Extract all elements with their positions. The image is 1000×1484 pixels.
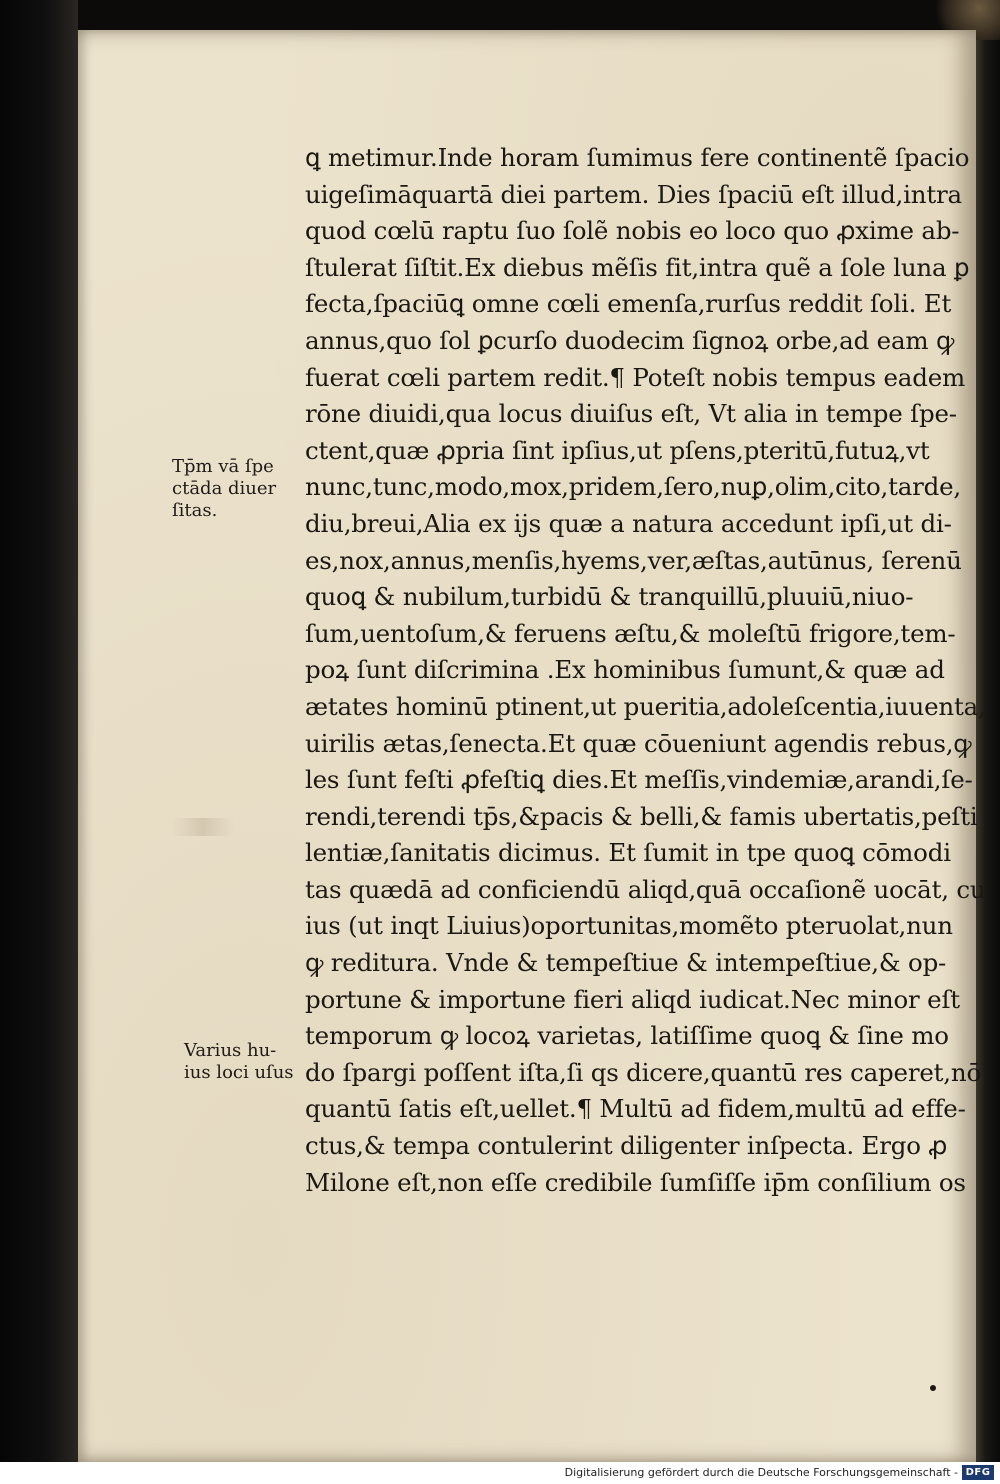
text-line: ſum,uentoſum,& feruens æſtu,& moleſtū frigore,tem- [305,618,956,648]
text-line: annus,quo ſol ꝑcurſo duodecim ſignoꝝ orbe,ad eam ꝙ [305,325,955,355]
text-line: tas quædā ad conficiendū aliqd,quā occaſionẽ uocāt, cu [305,874,986,904]
margin-note-line: Varius hu- [184,1040,277,1061]
text-line: nunc,tunc,modo,mox,pridem,ſero,nuꝑ,olim,cito,tarde, [305,472,962,502]
text-line: portune & importune fieri aliqd iudicat.Nec minor eſt [305,984,960,1014]
text-line: ꝗ metimur.Inde horam ſumimus fere continentẽ ſpacio [305,143,970,172]
text-line: ctus,& tempa contulerint diligenter inſpecta. Ergo ꝓ [305,1131,948,1161]
text-line: poꝝ ſunt diſcrimina .Ex hominibus ſumunt,& quæ ad [305,655,945,685]
margin-note [184,1040,294,1084]
scan-background-left [0,0,78,1462]
digitization-footer [0,1462,1000,1484]
text-line: ætates hominū ptinent,ut pueritia,adoleſcentia,iuuenta, [305,691,986,721]
text-line: les ſunt feſti ꝓfeſtiꝗ dies.Et meſſis,vindemiæ,arandi,ſe- [305,765,973,795]
margin-note-line: ſitas. [172,500,218,521]
dfg-logo: DFG [962,1465,994,1480]
text-line: fuerat cœli partem redit.¶ Poteſt nobis tempus eadem [305,362,966,392]
text-line: quantū ſatis eſt,uellet.¶ Multū ad fidem,multū ad effe- [305,1094,966,1124]
main-text-block [305,140,985,1201]
text-line: temporum ꝙ locoꝝ varietas, latiſſime quoꝗ & ſine mo [305,1021,949,1051]
text-line: ius (ut inqt Liuius)oportunitas,momẽto pteruolat,nun [305,911,953,941]
margin-note-line: ctāda diuer [172,478,277,499]
text-line: quod cœlū raptu ſuo ſolẽ nobis eo loco quo ꝓxime ab- [305,216,960,246]
text-line: rōne diuidi,qua locus diuiſus eſt, Vt alia in tempe ſpe- [305,399,957,429]
text-line: do ſpargi poſſent iſta,ſi qs dicere,quantū res caperet,nō [305,1057,982,1087]
funding-credit: Digitalisierung gefördert durch die Deutsche Forschungsgemeinschaft - [564,1466,958,1479]
margin-note [172,456,276,522]
text-line: quoꝗ & nubilum,turbidū & tranquillū,pluuiū,niuo- [305,582,914,612]
text-line: es,nox,annus,menſis,hyems,ver,æſtas,autūnus, ſerenū [305,545,962,575]
text-line: fecta,ſpaciūꝗ omne cœli emenſa,rurſus reddit ſoli. Et [305,289,952,319]
text-line: uigeſimāquartā diei partem. Dies ſpaciū eſt illud,intra [305,179,962,209]
text-line: rendi,terendi tp̄s,&pacis & belli,& famis ubertatis,peſti [305,801,978,831]
text-line: ſtulerat ſiſtit.Ex diebus mẽſis fit,intra quẽ a ſole luna ꝑ [305,252,970,282]
text-line: diu,breui,Alia ex ijs quæ a natura accedunt ipſi,ut di- [305,508,952,538]
margin-note-line: ius loci uſus [184,1062,294,1083]
ink-dot [930,1385,936,1391]
text-line: lentiæ,ſanitatis dicimus. Et ſumit in tpe quoꝗ cōmodi [305,838,951,868]
text-line: Milone eſt,non eſſe credibile ſumſiſſe ip̄m conſilium os [305,1167,966,1197]
faded-ink-mark [172,818,234,836]
margin-note-line: Tp̄m vā ſpe [172,456,274,477]
text-line: ꝙ reditura. Vnde & tempeſtiue & intempeſtiue,& op- [305,948,947,978]
text-line: uirilis ætas,ſenecta.Et quæ cōueniunt agendis rebus,ꝙ [305,728,972,758]
book-page [78,30,986,1462]
text-line: ctent,quæ ꝓpria ſint ipſius,ut pſens,pteritū,futuꝝ,vt [305,435,930,465]
